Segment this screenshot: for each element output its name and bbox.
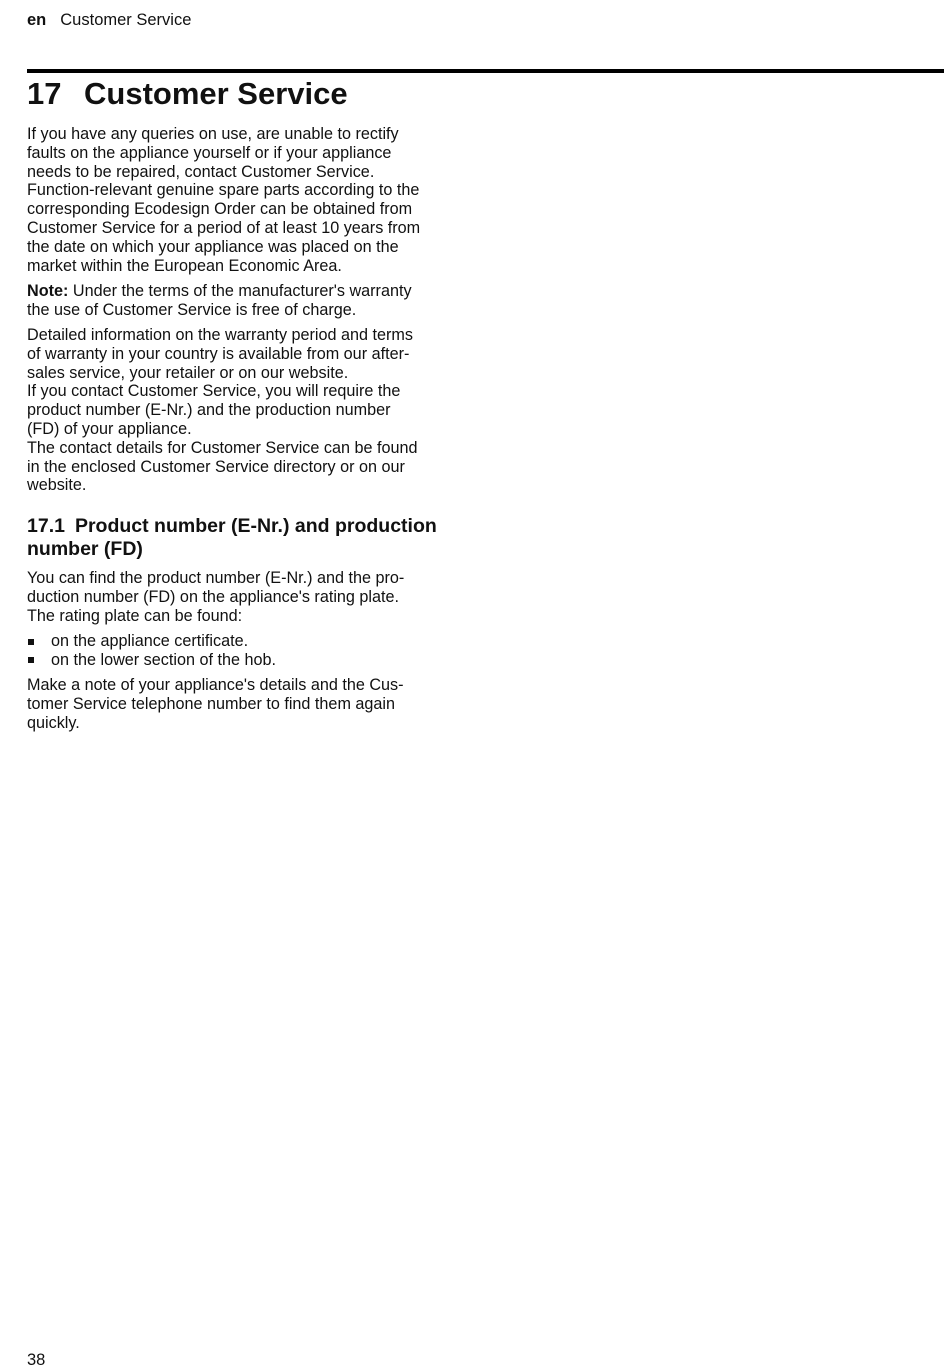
section-paragraph <box>27 569 467 625</box>
intro-line: Customer Service for a period of at least 10 years from <box>27 218 421 237</box>
note-paragraph <box>27 282 467 320</box>
details-line: in the enclosed Customer Service directory or on our <box>27 457 405 476</box>
chapter-number: 17 <box>27 76 62 111</box>
details-line: product number (E-Nr.) and the production number <box>27 401 391 420</box>
note-label: Note: <box>27 281 69 300</box>
closing-paragraph <box>27 676 467 732</box>
intro-line: the date on which your appliance was placed on the <box>27 237 399 256</box>
closing-line: Make a note of your appliance's details and the Cus- <box>27 676 404 695</box>
details-line: sales service, your retailer or on our website. <box>27 363 349 382</box>
list-item: on the lower section of the hob. <box>27 651 467 670</box>
section-line: The rating plate can be found: <box>27 606 243 625</box>
section-title: Product number (E-Nr.) and production number (FD) <box>27 515 437 561</box>
intro-line: corresponding Ecodesign Order can be obtained from <box>27 200 413 219</box>
details-paragraph <box>27 326 467 495</box>
running-title: Customer Service <box>60 11 192 29</box>
chapter-rule <box>27 69 944 73</box>
details-line: (FD) of your appliance. <box>27 419 192 438</box>
details-line: website. <box>27 476 87 495</box>
intro-line: faults on the appliance yourself or if your appliance <box>27 143 392 162</box>
chapter-heading <box>27 74 348 114</box>
intro-paragraph <box>27 125 467 275</box>
details-line: If you contact Customer Service, you will require the <box>27 382 401 401</box>
closing-line: tomer Service telephone number to find them again <box>27 694 396 713</box>
section-line: You can find the product number (E-Nr.) and the pro- <box>27 569 405 588</box>
note-line: Under the terms of the manufacturer's warranty <box>68 281 412 300</box>
section-number: 17.1 <box>27 515 65 538</box>
details-line: The contact details for Customer Service can be found <box>27 438 418 457</box>
language-code: en <box>27 11 47 29</box>
section-line: duction number (FD) on the appliance's rating plate. <box>27 587 400 606</box>
note-line: the use of Customer Service is free of charge. <box>27 300 357 319</box>
rating-plate-locations <box>27 632 467 670</box>
running-header <box>27 9 191 31</box>
intro-line: If you have any queries on use, are unable to rectify <box>27 125 399 143</box>
details-line: of warranty in your country is available from our after- <box>27 344 410 363</box>
closing-line: quickly. <box>27 713 80 732</box>
details-line: Detailed information on the warranty period and terms <box>27 325 414 344</box>
list-item: on the appliance certificate. <box>27 632 467 651</box>
page-number: 38 <box>27 1351 46 1369</box>
intro-line: Function-relevant genuine spare parts according to the <box>27 181 420 200</box>
intro-line: market within the European Economic Area. <box>27 256 342 275</box>
intro-line: needs to be repaired, contact Customer Service. <box>27 162 375 181</box>
chapter-title: Customer Service <box>84 76 348 111</box>
main-content <box>27 125 467 739</box>
section-heading <box>27 515 467 561</box>
